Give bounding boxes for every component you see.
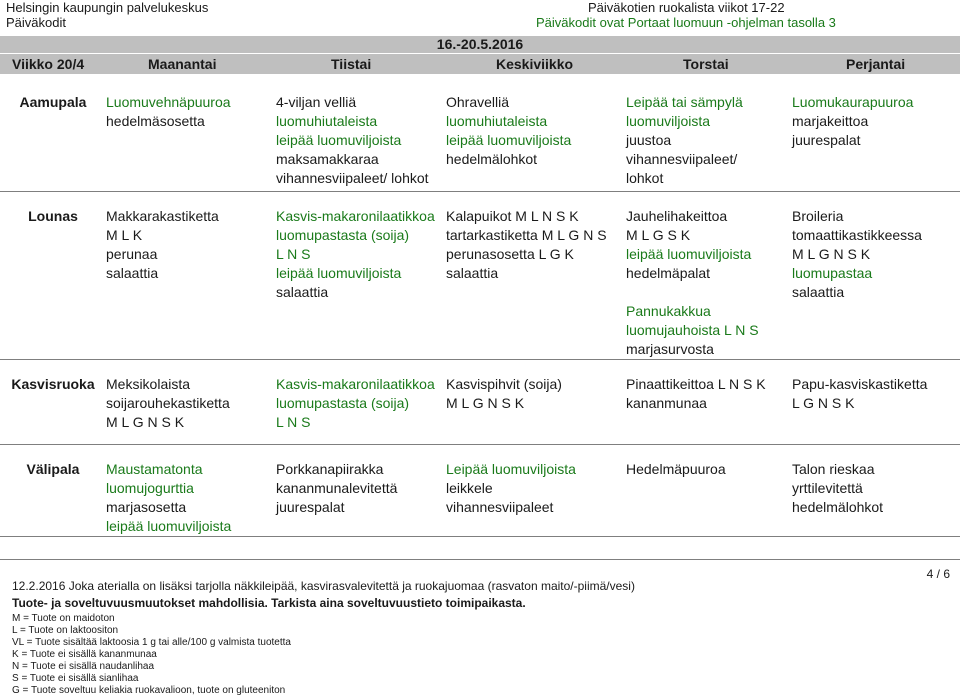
meal-cell xyxy=(792,359,960,444)
meal-cell xyxy=(446,78,626,191)
menu-item: salaattia xyxy=(446,264,499,281)
meal-cell xyxy=(106,444,276,536)
menu-item: juurespalat xyxy=(792,132,861,148)
menu-item: L G N S K xyxy=(792,394,855,411)
meal-cell xyxy=(446,191,626,359)
menu-item: maksamakkaraa xyxy=(276,151,379,167)
menu-item: tartarkastiketta M L G N S xyxy=(446,226,607,243)
menu-item: salaattia xyxy=(106,264,159,281)
menu-item: M L G N S K xyxy=(106,413,185,430)
legend-item: G = Tuote soveltuu keliakia ruokavalioon, tuote on gluteeniton xyxy=(12,685,286,696)
menu-item: Luomuvehnäpuuroa xyxy=(106,94,231,110)
menu-item: lohkot xyxy=(626,170,664,186)
menu-item: leipää luomuviljoista xyxy=(446,132,572,148)
menu-item: leipää luomuviljoista xyxy=(276,132,402,148)
menu-item: luomuviljoista xyxy=(626,113,711,129)
meal-cell xyxy=(626,444,792,536)
document-title: Päiväkotien ruokalista viikot 17-22 xyxy=(588,0,785,15)
menu-item: Kasvis-makaronilaatikkoa xyxy=(276,207,435,224)
week-header-row xyxy=(0,54,960,74)
menu-item: Maustamatonta xyxy=(106,460,203,477)
meal-cell xyxy=(446,359,626,444)
menu-item: Pannukakkua xyxy=(626,302,711,319)
menu-item: Talon rieskaa xyxy=(792,460,875,477)
menu-item: Makkarakastiketta xyxy=(106,207,219,224)
menu-item: juustoa xyxy=(626,132,672,148)
meal-cell xyxy=(626,191,792,359)
meal-cell xyxy=(446,444,626,536)
menu-item: luomujogurttia xyxy=(106,479,194,496)
menu-item: Luomukaurapuuroa xyxy=(792,94,914,110)
menu-item: kananmunaa xyxy=(626,394,707,411)
menu-item: perunaa xyxy=(106,245,158,262)
menu-item: perunasosetta L G K xyxy=(446,245,574,262)
date-range: 16.-20.5.2016 xyxy=(0,36,960,53)
menu-item: tomaattikastikkeessa xyxy=(792,226,922,243)
menu-item: M L G N S K xyxy=(792,245,871,262)
menu-item: Ohravelliä xyxy=(446,94,510,110)
meal-cell xyxy=(792,78,960,191)
meal-label-text: Kasvisruoka xyxy=(11,375,95,392)
day-friday: Perjantai xyxy=(846,56,906,72)
legend-item: S = Tuote ei sisällä sianlihaa xyxy=(12,673,139,684)
menu-item: Leipää tai sämpylä xyxy=(626,94,743,110)
menu-item: Porkkanapiirakka xyxy=(276,460,384,477)
meal-row xyxy=(0,359,960,444)
menu-item: M L G N S K xyxy=(446,394,525,411)
menu-item: L N S xyxy=(276,245,311,262)
menu-item: salaattia xyxy=(276,283,329,300)
menu-item: marjasurvosta xyxy=(626,340,714,357)
meal-label xyxy=(0,78,106,191)
menu-item: Meksikolaista xyxy=(106,375,191,392)
legend-item: VL = Tuote sisältää laktoosia 1 g tai alle/100 g valmista tuotetta xyxy=(12,637,291,648)
meal-label xyxy=(0,359,106,444)
menu-item: marjakeittoa xyxy=(792,113,869,129)
menu-item: yrttilevitettä xyxy=(792,479,863,496)
meal-cell xyxy=(276,78,446,191)
menu-item: leipää luomuviljoista xyxy=(626,245,752,262)
menu-item: kananmunalevitettä xyxy=(276,479,398,496)
menu-item: Leipää luomuviljoista xyxy=(446,460,576,477)
meal-label xyxy=(0,444,106,536)
menu-item: luomujauhoista L N S xyxy=(626,321,759,338)
document-subtitle: Päiväkodit ovat Portaat luomuun -ohjelman tasolla 3 xyxy=(536,15,836,30)
page-number: 4 / 6 xyxy=(926,567,950,581)
spacer xyxy=(626,283,792,302)
meal-row xyxy=(0,78,960,191)
menu-table xyxy=(0,78,960,537)
menu-item: vihannesviipaleet xyxy=(446,498,554,515)
menu-item: marjasosetta xyxy=(106,498,187,515)
footer-divider xyxy=(0,559,960,560)
menu-item: luomuhiutaleista xyxy=(446,113,548,129)
menu-item: hedelmälohkot xyxy=(792,498,884,515)
menu-item: L N S xyxy=(276,413,311,430)
menu-item: luomupastasta (soija) xyxy=(276,226,410,243)
meal-cell xyxy=(626,359,792,444)
menu-item: luomupastaa xyxy=(792,264,873,281)
meal-cell xyxy=(276,191,446,359)
meal-cell xyxy=(626,78,792,191)
menu-item: Kalapuikot M L N S K xyxy=(446,207,579,224)
legend-item: L = Tuote on laktoositon xyxy=(12,625,119,636)
footer-note: 12.2.2016 Joka aterialla on lisäksi tarjolla näkkileipää, kasvirasvalevitettä ja ruokajuomaa (rasvaton maito/-piimä/vesi) xyxy=(12,579,635,593)
org-name: Helsingin kaupungin palvelukeskus xyxy=(6,0,209,15)
week-label: Viikko 20/4 xyxy=(12,56,85,72)
menu-item: soijarouhekastiketta xyxy=(106,394,230,411)
meal-label-text: Aamupala xyxy=(19,94,87,110)
menu-item: luomupastasta (soija) xyxy=(276,394,410,411)
legend-item: M = Tuote on maidoton xyxy=(12,613,115,624)
menu-item: 4-viljan velliä xyxy=(276,94,357,110)
menu-item: M L K xyxy=(106,226,143,243)
meal-row xyxy=(0,191,960,359)
legend-item: K = Tuote ei sisällä kananmunaa xyxy=(12,649,157,660)
menu-item: leipää luomuviljoista xyxy=(106,517,232,534)
menu-item: M L G S K xyxy=(626,226,691,243)
day-thursday: Torstai xyxy=(683,56,729,72)
meal-cell xyxy=(792,444,960,536)
unit-name: Päiväkodit xyxy=(6,15,66,30)
meal-label-text: Lounas xyxy=(28,207,78,224)
menu-item: Pinaattikeittoa L N S K xyxy=(626,375,766,392)
day-monday: Maanantai xyxy=(148,56,217,72)
meal-cell xyxy=(106,191,276,359)
footer-warning: Tuote- ja soveltuvuusmuutokset mahdollisia. Tarkista aina soveltuvuustieto toimipaikasta. xyxy=(12,596,526,610)
meal-label xyxy=(0,191,106,359)
menu-item: hedelmäpalat xyxy=(626,264,711,281)
menu-item: Jauhelihakeittoa xyxy=(626,207,728,224)
meal-cell xyxy=(106,359,276,444)
menu-item: leipää luomuviljoista xyxy=(276,264,402,281)
day-wednesday: Keskiviikko xyxy=(496,56,574,72)
legend-item: N = Tuote ei sisällä naudanlihaa xyxy=(12,661,155,672)
menu-item: leikkele xyxy=(446,479,493,496)
meal-label-text: Välipala xyxy=(26,460,80,477)
menu-item: Kasvispihvit (soija) xyxy=(446,375,562,392)
meal-row xyxy=(0,444,960,536)
menu-item: vihannesviipaleet/ lohkot xyxy=(276,170,429,186)
menu-item: hedelmäsosetta xyxy=(106,113,205,129)
menu-item: Papu-kasviskastiketta xyxy=(792,375,928,392)
menu-item: juurespalat xyxy=(276,498,345,515)
day-tuesday: Tiistai xyxy=(331,56,372,72)
meal-cell xyxy=(792,191,960,359)
menu-item: luomuhiutaleista xyxy=(276,113,378,129)
menu-item: vihannesviipaleet/ xyxy=(626,151,738,167)
meal-cell xyxy=(276,444,446,536)
menu-item: Hedelmäpuuroa xyxy=(626,460,726,477)
menu-item: hedelmälohkot xyxy=(446,151,538,167)
menu-item: Broileria xyxy=(792,207,844,224)
menu-item: Kasvis-makaronilaatikkoa xyxy=(276,375,435,392)
meal-cell xyxy=(276,359,446,444)
menu-item: salaattia xyxy=(792,283,845,300)
meal-cell xyxy=(106,78,276,191)
